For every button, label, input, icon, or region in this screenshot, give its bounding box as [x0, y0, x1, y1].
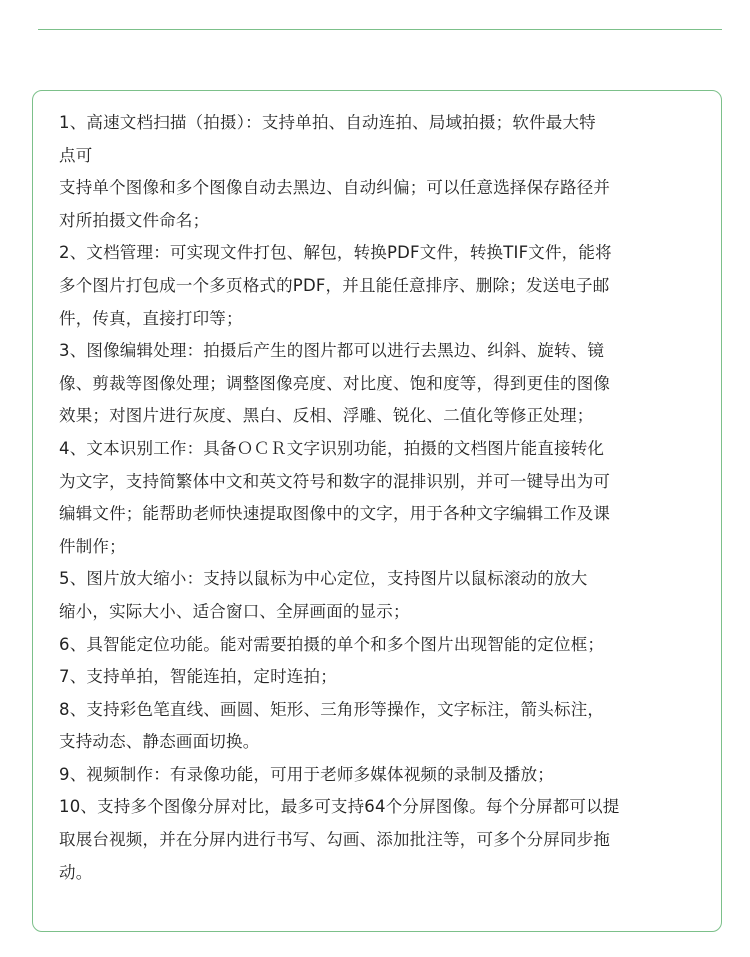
text-line: 3、图像编辑处理：拍摄后产生的图片都可以进行去黑边、纠斜、旋转、镜 [59, 341, 605, 361]
text-line: 取展台视频，并在分屏内进行书写、勾画、添加批注等，可多个分屏同步拖 [59, 830, 611, 850]
text-line: 动。 [59, 862, 93, 882]
top-divider-line [38, 29, 722, 30]
feature-list-box [32, 90, 722, 932]
text-line: 4、文本识别工作：具备ＯＣＲ文字识别功能，拍摄的文档图片能直接转化 [59, 438, 605, 458]
text-line: 2、文档管理：可实现文件打包、解包，转换PDF文件，转换TIF文件，能将 [59, 243, 612, 263]
text-line: 支持动态、静态画面切换。 [59, 732, 260, 752]
text-line: 像、剪裁等图像处理；调整图像亮度、对比度、饱和度等，得到更佳的图像 [59, 373, 611, 393]
text-line: 点可 [59, 145, 93, 165]
text-line: 多个图片打包成一个多页格式的PDF，并且能任意排序、删除；发送电子邮 [59, 275, 610, 295]
text-line: 为文字，支持简繁体中文和英文符号和数字的混排识别，并可一键导出为可 [59, 471, 611, 491]
text-line: 6、具智能定位功能。能对需要拍摄的单个和多个图片出现智能的定位框； [59, 634, 605, 654]
text-line: 对所拍摄文件命名； [59, 210, 210, 230]
text-line: 支持单个图像和多个图像自动去黑边、自动纠偏；可以任意选择保存路径并 [59, 178, 611, 198]
text-line: 编辑文件；能帮助老师快速提取图像中的文字，用于各种文字编辑工作及课 [59, 504, 611, 524]
text-line: 件制作； [59, 536, 126, 556]
text-line: 1、高速文档扫描（拍摄）：支持单拍、自动连拍、局域拍摄；软件最大特 [59, 113, 596, 132]
text-line: 10、支持多个图像分屏对比，最多可支持64个分屏图像。每个分屏都可以提 [59, 797, 620, 817]
text-line: 缩小，实际大小、适合窗口、全屏画面的显示； [59, 601, 410, 621]
text-line: 件，传真，直接打印等； [59, 308, 243, 328]
text-line: 8、支持彩色笔直线、画圆、矩形、三角形等操作，文字标注，箭头标注， [59, 699, 605, 719]
text-line: 效果；对图片进行灰度、黑白、反相、浮雕、锐化、二值化等修正处理； [59, 406, 594, 426]
text-line: 7、支持单拍，智能连拍，定时连拍； [59, 667, 337, 687]
text-line: 5、图片放大缩小：支持以鼠标为中心定位，支持图片以鼠标滚动的放大 [59, 569, 588, 589]
text-line: 9、视频制作：有录像功能，可用于老师多媒体视频的录制及播放； [59, 764, 554, 784]
